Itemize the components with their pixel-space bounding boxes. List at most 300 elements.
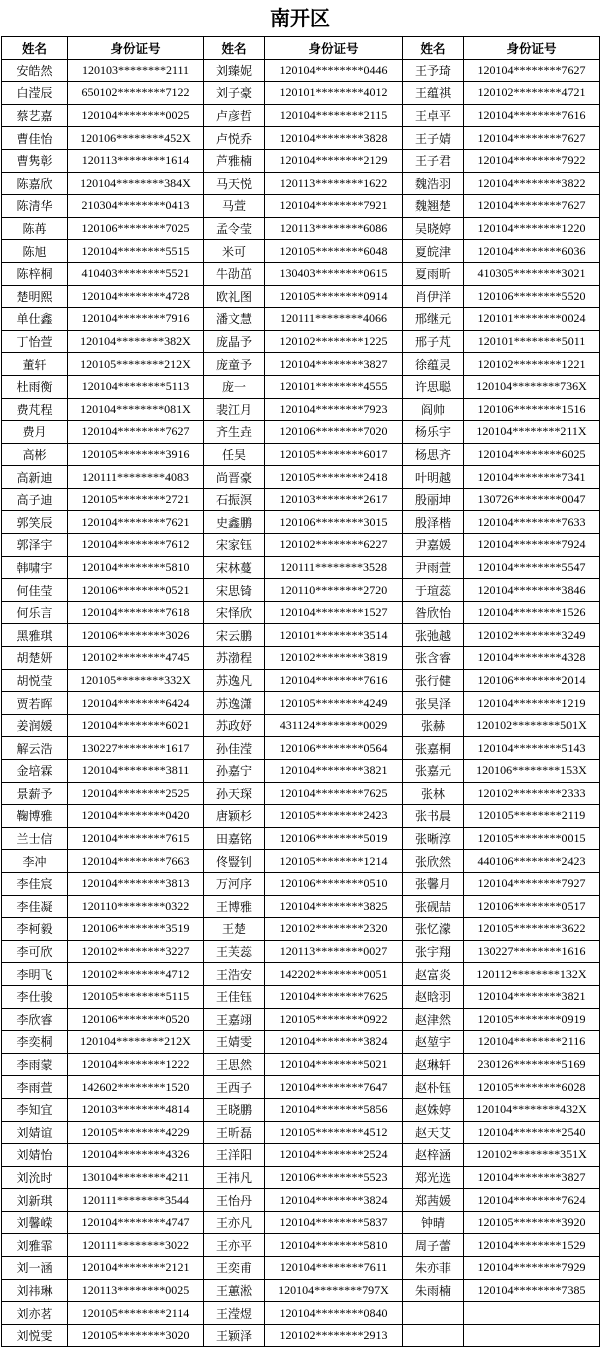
id-number-cell: 210304********0413 [68,195,204,218]
id-number-cell: 431124********0029 [265,714,403,737]
student-name-cell: 王楚 [204,918,265,941]
student-name-cell: 张馨月 [403,872,464,895]
student-name-cell: 刘悦雯 [2,1324,68,1347]
student-name-cell: 张忆濛 [403,918,464,941]
id-number-cell: 120106********7020 [265,421,403,444]
id-number-cell: 120105********0015 [464,827,600,850]
id-number-cell: 120113********1614 [68,149,204,172]
student-name-cell: 蔡艺嘉 [2,104,68,127]
table-row [2,511,600,534]
table-row [2,1324,600,1347]
id-number-cell: 130403********0615 [265,262,403,285]
student-name-cell: 王洋阳 [204,1144,265,1167]
student-name-cell: 赵津然 [403,1008,464,1031]
table-row [2,421,600,444]
id-number-cell: 120102********1221 [464,353,600,376]
student-name-cell: 赵朴钰 [403,1076,464,1099]
student-name-cell: 杨乐宇 [403,421,464,444]
id-number-cell: 120106********3026 [68,624,204,647]
student-name-cell: 唐颖杉 [204,805,265,828]
student-name-cell: 刘婧谊 [2,1121,68,1144]
student-name-cell: 魏翘楚 [403,195,464,218]
id-number-cell: 120106********0510 [265,872,403,895]
id-number-cell: 120104********7616 [265,669,403,692]
student-name-cell: 庞晶予 [204,330,265,353]
student-name-cell: 吴晓婷 [403,217,464,240]
student-name-cell: 李奕桐 [2,1031,68,1054]
id-number-cell: 120106********0521 [68,579,204,602]
id-number-cell: 120104********7633 [464,511,600,534]
student-name-cell: 姜润媛 [2,714,68,737]
id-number-cell: 650102********7122 [68,82,204,105]
student-name-cell: 任昊 [204,443,265,466]
roster-body [2,59,600,1347]
student-name-cell: 高新迪 [2,466,68,489]
table-row [2,217,600,240]
student-name-cell: 张宇翔 [403,940,464,963]
student-name-cell: 苏渤程 [204,647,265,670]
id-number-cell [464,1302,600,1325]
id-number-cell: 120104********5837 [265,1211,403,1234]
student-name-cell: 马天悦 [204,172,265,195]
student-name-cell: 王浩安 [204,963,265,986]
id-number-cell: 120104********4728 [68,285,204,308]
student-name-cell: 卢悦乔 [204,127,265,150]
id-number-cell: 120104********5810 [265,1234,403,1257]
table-row [2,985,600,1008]
table-row [2,850,600,873]
id-number-cell: 130227********1616 [464,940,600,963]
id-number-cell: 120104********5113 [68,375,204,398]
table-row [2,601,600,624]
id-number-cell: 120104********0840 [265,1302,403,1325]
table-row [2,149,600,172]
student-name-cell: 芦雅楠 [204,149,265,172]
student-name-cell: 苏政妤 [204,714,265,737]
id-number-cell: 120102********6227 [265,534,403,557]
student-name-cell [403,1324,464,1347]
id-number-cell: 120105********6048 [265,240,403,263]
student-name-cell: 赵梓涵 [403,1144,464,1167]
id-number-cell: 120105********4229 [68,1121,204,1144]
student-name-cell: 黑雅琪 [2,624,68,647]
student-name-cell: 张嘉元 [403,760,464,783]
table-row [2,443,600,466]
header-row [2,37,600,60]
id-number-cell: 120104********7647 [265,1076,403,1099]
id-number-cell: 120104********081X [68,398,204,421]
id-number-cell: 120104********1219 [464,692,600,715]
student-name-cell: 兰士信 [2,827,68,850]
student-name-cell: 王昕磊 [204,1121,265,1144]
id-number-cell: 120104********3821 [265,760,403,783]
table-row [2,1031,600,1054]
id-number-cell: 120102********3227 [68,940,204,963]
id-number-cell: 120110********2720 [265,579,403,602]
name-column-header: 姓名 [403,37,464,60]
student-name-cell: 尹嘉媛 [403,534,464,557]
student-name-cell: 夏皖津 [403,240,464,263]
id-number-cell: 120111********4066 [265,308,403,331]
student-name-cell: 宋林蔓 [204,556,265,579]
id-number-cell: 120102********501X [464,714,600,737]
student-name-cell: 胡悦莹 [2,669,68,692]
student-name-cell: 李仕骏 [2,985,68,1008]
student-name-cell: 张含睿 [403,647,464,670]
id-number-cell: 120104********736X [464,375,600,398]
roster-table [1,36,600,1347]
student-name-cell: 米可 [204,240,265,263]
id-number-cell: 120101********4555 [265,375,403,398]
student-name-cell: 韩啸宇 [2,556,68,579]
table-row [2,782,600,805]
id-number-cell: 120104********384X [68,172,204,195]
id-number-cell: 410403********5521 [68,262,204,285]
id-number-cell: 120104********4328 [464,647,600,670]
id-number-cell: 120105********212X [68,353,204,376]
student-name-cell: 张晰淳 [403,827,464,850]
id-number-cell: 120105********0914 [265,285,403,308]
student-name-cell: 陈清华 [2,195,68,218]
student-name-cell: 曹佳怡 [2,127,68,150]
student-name-cell: 陈旭 [2,240,68,263]
id-number-cell: 120106********3015 [265,511,403,534]
student-name-cell: 宋思锜 [204,579,265,602]
table-row [2,240,600,263]
student-name-cell: 殷泽楷 [403,511,464,534]
id-number-cell: 120104********2524 [265,1144,403,1167]
student-name-cell: 王祎凡 [204,1166,265,1189]
id-number-cell: 120104********5810 [68,556,204,579]
student-name-cell: 张弛越 [403,624,464,647]
id-number-cell: 120104********6424 [68,692,204,715]
id-number-cell: 120102********4712 [68,963,204,986]
id-number-cell: 130726********0047 [464,488,600,511]
student-name-cell: 王蕴祺 [403,82,464,105]
id-number-cell: 120112********132X [464,963,600,986]
student-name-cell: 费月 [2,421,68,444]
student-name-cell: 宋云鹏 [204,624,265,647]
table-row [2,172,600,195]
id-number-cell: 120104********3822 [464,172,600,195]
student-name-cell: 赵富炎 [403,963,464,986]
id-number-cell: 120104********7625 [265,985,403,1008]
id-number-cell: 120104********7615 [68,827,204,850]
student-name-cell: 魏浩羽 [403,172,464,195]
id-number-cell: 120105********2114 [68,1302,204,1325]
student-name-cell: 张嘉桐 [403,737,464,760]
id-number-cell: 410305********3021 [464,262,600,285]
student-name-cell: 安皓然 [2,59,68,82]
student-name-cell: 单仕鑫 [2,308,68,331]
table-row [2,104,600,127]
student-name-cell: 金培霖 [2,760,68,783]
id-number-cell: 120104********7627 [68,421,204,444]
id-number-cell: 120104********3825 [265,895,403,918]
id-number-cell: 120106********2014 [464,669,600,692]
id-number-cell: 120105********3622 [464,918,600,941]
student-name-cell: 曹隽彰 [2,149,68,172]
student-name-cell: 苏逸凡 [204,669,265,692]
student-name-cell: 刘亦茗 [2,1302,68,1325]
id-number-cell: 120106********5019 [265,827,403,850]
id-number-cell: 120106********3519 [68,918,204,941]
id-number-cell: 120105********6028 [464,1076,600,1099]
id-number-cell: 120104********7612 [68,534,204,557]
id-number-cell: 120105********0922 [265,1008,403,1031]
table-row [2,624,600,647]
id-number-cell: 120102********3819 [265,647,403,670]
student-name-cell: 庞一 [204,375,265,398]
id-number-cell: 120104********7611 [265,1257,403,1280]
id-number-cell: 120104********2115 [265,104,403,127]
student-name-cell: 裴江月 [204,398,265,421]
student-name-cell: 高彬 [2,443,68,466]
student-name-cell: 赵姝婷 [403,1098,464,1121]
student-name-cell: 马萱 [204,195,265,218]
student-name-cell: 许思聪 [403,375,464,398]
student-name-cell: 孙佳滢 [204,737,265,760]
table-row [2,1076,600,1099]
id-number-cell: 120101********3514 [265,624,403,647]
table-row [2,1189,600,1212]
student-name-cell: 朱亦菲 [403,1257,464,1280]
id-number-cell: 120104********6036 [464,240,600,263]
student-name-cell: 昝欣怡 [403,601,464,624]
table-row [2,1211,600,1234]
student-name-cell: 王予琦 [403,59,464,82]
id-number-cell: 120105********1214 [265,850,403,873]
id-number-cell: 120104********2116 [464,1031,600,1054]
id-number-cell: 120104********3827 [265,353,403,376]
id-number-cell: 120104********797X [265,1279,403,1302]
student-name-cell: 王嘉翊 [204,1008,265,1031]
student-name-cell: 陈梓桐 [2,262,68,285]
id-number-cell: 120104********7621 [68,511,204,534]
student-name-cell: 王亦平 [204,1234,265,1257]
id-number-cell: 120105********3020 [68,1324,204,1347]
table-row [2,1144,600,1167]
id-number-cell: 120103********4814 [68,1098,204,1121]
student-name-cell: 赵晗羽 [403,985,464,1008]
student-name-cell: 殷丽坤 [403,488,464,511]
id-number-cell: 120105********5115 [68,985,204,1008]
id-number-cell: 120111********3022 [68,1234,204,1257]
id-number-cell: 440106********2423 [464,850,600,873]
id-number-cell: 120104********3824 [265,1031,403,1054]
id-number-cell: 120104********432X [464,1098,600,1121]
student-name-cell: 王晓鹏 [204,1098,265,1121]
table-row [2,285,600,308]
id-number-cell: 120111********3544 [68,1189,204,1212]
student-name-cell: 张砚喆 [403,895,464,918]
id-number-cell: 120104********7924 [464,534,600,557]
id-number-cell: 120104********212X [68,1031,204,1054]
id-number-cell: 120102********1225 [265,330,403,353]
table-row [2,940,600,963]
student-name-cell: 郑光选 [403,1166,464,1189]
student-name-cell: 尹雨萱 [403,556,464,579]
id-number-cell: 120101********0024 [464,308,600,331]
student-name-cell: 赵堃宇 [403,1031,464,1054]
id-number-cell: 120104********4326 [68,1144,204,1167]
id-column-header: 身份证号 [265,37,403,60]
id-number-cell: 120104********5856 [265,1098,403,1121]
id-number-cell: 120104********1220 [464,217,600,240]
student-name-cell: 万河序 [204,872,265,895]
id-number-cell: 120104********5143 [464,737,600,760]
student-name-cell: 李欣睿 [2,1008,68,1031]
id-number-cell: 120102********351X [464,1144,600,1167]
student-name-cell: 李明飞 [2,963,68,986]
id-number-cell: 120111********3528 [265,556,403,579]
table-row [2,827,600,850]
id-number-cell: 120104********7616 [464,104,600,127]
student-name-cell: 夏雨昕 [403,262,464,285]
id-number-cell: 120105********332X [68,669,204,692]
table-row [2,1121,600,1144]
id-number-cell: 120104********211X [464,421,600,444]
table-row [2,82,600,105]
id-number-cell: 120104********7922 [464,149,600,172]
student-name-cell: 郑茜媛 [403,1189,464,1212]
student-name-cell: 肖伊洋 [403,285,464,308]
id-number-cell: 120104********5547 [464,556,600,579]
id-number-cell: 120104********7627 [464,195,600,218]
student-name-cell: 史鑫鹏 [204,511,265,534]
student-name-cell: 郭笑辰 [2,511,68,534]
student-name-cell: 王亦凡 [204,1211,265,1234]
table-row [2,1166,600,1189]
student-name-cell: 解云浩 [2,737,68,760]
id-number-cell: 120104********7929 [464,1257,600,1280]
id-column-header: 身份证号 [464,37,600,60]
id-column-header: 身份证号 [68,37,204,60]
id-number-cell: 120110********0322 [68,895,204,918]
id-number-cell: 120104********7627 [464,127,600,150]
student-name-cell: 胡楚妍 [2,647,68,670]
student-name-cell: 王怡丹 [204,1189,265,1212]
student-name-cell: 董轩 [2,353,68,376]
table-row [2,669,600,692]
student-name-cell: 孙天琛 [204,782,265,805]
student-name-cell: 王博雅 [204,895,265,918]
student-name-cell: 张林 [403,782,464,805]
table-row [2,647,600,670]
id-number-cell: 120106********5523 [265,1166,403,1189]
student-name-cell: 白滢辰 [2,82,68,105]
student-name-cell: 邢继元 [403,308,464,331]
table-row [2,1008,600,1031]
student-name-cell [403,1302,464,1325]
id-number-cell: 120104********6021 [68,714,204,737]
id-number-cell: 120105********3920 [464,1211,600,1234]
table-row [2,195,600,218]
table-row [2,1053,600,1076]
student-name-cell: 钟晴 [403,1211,464,1234]
table-row [2,127,600,150]
id-number-cell: 230126********5169 [464,1053,600,1076]
id-number-cell: 120106********7025 [68,217,204,240]
id-number-cell: 120105********4249 [265,692,403,715]
id-number-cell: 120103********2111 [68,59,204,82]
student-name-cell: 贾若晖 [2,692,68,715]
student-name-cell: 李柯毅 [2,918,68,941]
id-number-cell: 120106********1516 [464,398,600,421]
student-name-cell: 刘沇时 [2,1166,68,1189]
table-row [2,918,600,941]
student-name-cell: 陈苒 [2,217,68,240]
student-name-cell: 苏逸潇 [204,692,265,715]
id-number-cell: 120106********0564 [265,737,403,760]
id-number-cell: 120103********2617 [265,488,403,511]
table-row [2,737,600,760]
student-name-cell: 田嘉铭 [204,827,265,850]
table-row [2,59,600,82]
student-name-cell: 费芃程 [2,398,68,421]
table-row [2,488,600,511]
id-number-cell: 120104********7624 [464,1189,600,1212]
student-name-cell: 杜雨衡 [2,375,68,398]
student-name-cell: 王婧雯 [204,1031,265,1054]
student-name-cell: 阎帅 [403,398,464,421]
table-row [2,556,600,579]
id-number-cell: 120104********4747 [68,1211,204,1234]
student-name-cell: 刘子豪 [204,82,265,105]
student-name-cell: 李雨蒙 [2,1053,68,1076]
id-number-cell: 120104********7923 [265,398,403,421]
student-name-cell: 王思然 [204,1053,265,1076]
student-name-cell: 李可欣 [2,940,68,963]
student-name-cell: 王佳钰 [204,985,265,1008]
id-number-cell: 120113********0027 [265,940,403,963]
student-name-cell: 孟令莹 [204,217,265,240]
id-number-cell: 120105********4512 [265,1121,403,1144]
student-name-cell: 李雨萱 [2,1076,68,1099]
table-row [2,963,600,986]
table-row [2,579,600,602]
student-name-cell: 王芙蕊 [204,940,265,963]
id-number-cell: 120104********5021 [265,1053,403,1076]
student-name-cell: 王西子 [204,1076,265,1099]
student-name-cell: 卢彦哲 [204,104,265,127]
id-number-cell: 120105********2721 [68,488,204,511]
student-name-cell: 鞠博雅 [2,805,68,828]
table-row [2,692,600,715]
table-row [2,398,600,421]
student-name-cell: 陈嘉欣 [2,172,68,195]
table-row [2,895,600,918]
student-name-cell: 宋怿欣 [204,601,265,624]
student-name-cell: 宋家钰 [204,534,265,557]
id-number-cell: 120104********0446 [265,59,403,82]
student-name-cell: 孙嘉宁 [204,760,265,783]
student-name-cell: 刘祎琳 [2,1279,68,1302]
id-number-cell: 120113********0025 [68,1279,204,1302]
id-number-cell: 120104********0420 [68,805,204,828]
id-number-cell: 120105********2119 [464,805,600,828]
table-row [2,466,600,489]
student-name-cell: 张欣然 [403,850,464,873]
student-name-cell: 佟豎钊 [204,850,265,873]
id-number-cell: 120104********7921 [265,195,403,218]
student-name-cell: 邢子芃 [403,330,464,353]
table-row [2,353,600,376]
id-number-cell: 120104********3811 [68,760,204,783]
id-number-cell: 120102********4721 [464,82,600,105]
id-number-cell: 130104********4211 [68,1166,204,1189]
id-number-cell: 120113********1622 [265,172,403,195]
